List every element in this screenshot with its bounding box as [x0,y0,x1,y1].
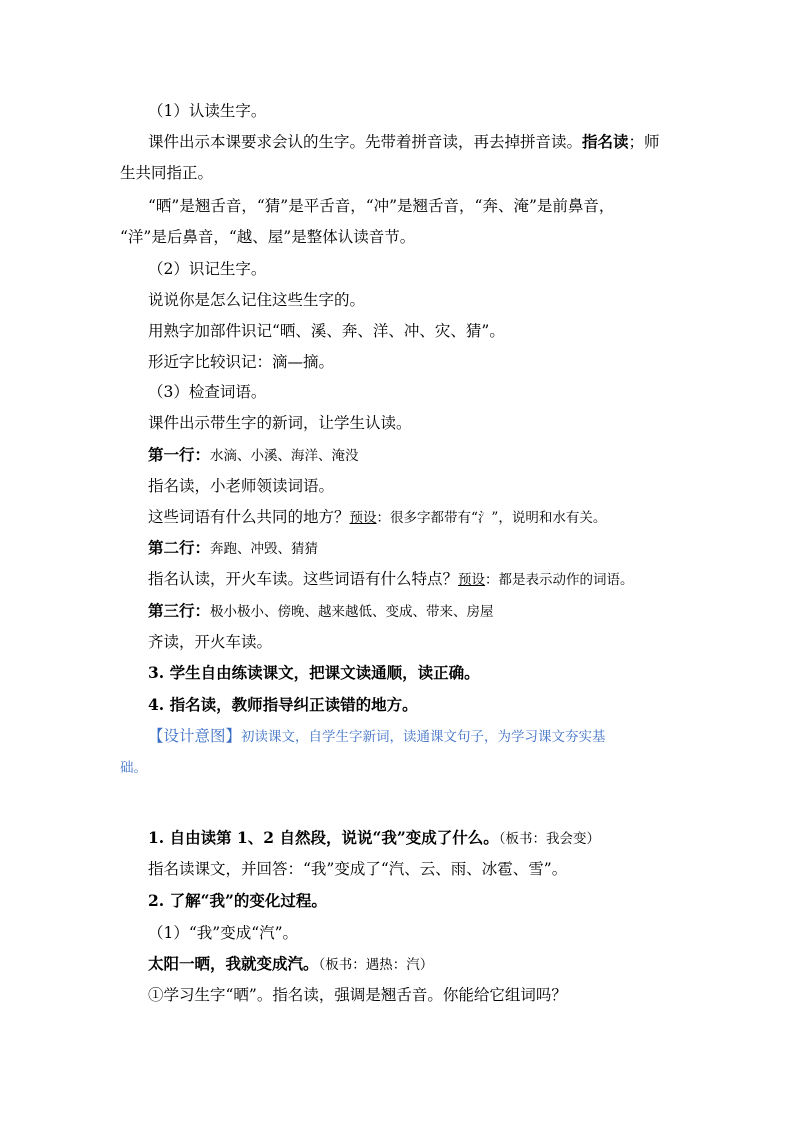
step-1-heading: （1）认读生字。 [148,102,267,120]
step-4-read-by-name: 4. 指名读，教师指导纠正读错的地方。 [148,695,418,714]
paragraph-line: ①学习生字“晒”。指名读，强调是翘舌音。你能给它组词吗？ [148,986,567,1004]
paragraph-line: 说说你是怎么记住这些生字的。 [148,291,366,309]
word-list: 奔跑、冲毁、猜猜 [210,541,319,557]
task-text: 1. 自由读第 1、2 自然段，说说“我”变成了什么。 [148,828,499,847]
blackboard-note: （板书：我会变） [498,831,601,847]
paragraph-line: 用熟字加部件识记“晒、溪、奔、洋、冲、灾、猜”。 [148,322,505,340]
design-intent-text: 初读课文，自学生字新词，读通课文句子，为学习课文夯实基 [241,729,606,745]
word-row-3 [148,600,708,623]
text: 课件出示本课要求会认的生字。先带着拼音读，再去掉拼音读。 [148,133,583,151]
paragraph-pronunciation: “晒”是翘舌音，“猜”是平舌音，“冲”是翘舌音，“奔、淹”是前鼻音， [148,197,615,215]
quote-line [148,953,708,976]
text: 指名认读，开火车读。这些词语有什么特点？ [148,570,459,588]
paragraph-line: “洋”是后鼻音，“越、屋”是整体认读音节。 [120,228,416,246]
paragraph-line: 指名读课文，并回答：“我”变成了“汽、云、雨、冰雹、雪”。 [148,860,568,878]
row-label: 第一行： [148,445,211,464]
task-1 [148,827,708,850]
paragraph-courseware [148,131,708,153]
paragraph-line: 课件出示带生字的新词，让学生认读。 [148,414,412,432]
paragraph-line: 指名读，小老师领读词语。 [148,477,335,495]
paragraph-line: 生共同指正。 [120,164,214,182]
paragraph-line: 形近字比较识记：滴—摘。 [148,353,335,371]
design-intent [148,725,708,748]
word-row-1 [148,444,708,467]
paragraph-line [148,506,708,529]
text: ；师 [628,133,660,151]
preset-label: 预设 [458,572,486,588]
preset-text: ：很多字都带有“氵”，说明和水有关。 [376,510,607,526]
paragraph-line: 齐读，开火车读。 [148,633,273,651]
blackboard-note: （板书：遇热：汽） [318,957,434,973]
bold-text: 指名读 [582,132,629,151]
word-list: 水滴、小溪、海洋、淹没 [210,448,359,464]
word-list: 极小极小、傍晚、越来越低、变成、带来、房屋 [210,604,494,620]
step-3-free-reading: 3. 学生自由练读课文，把课文读通顺，读正确。 [148,663,480,682]
text: 这些词语有什么共同的地方？ [148,508,350,526]
quote-text: 太阳一晒，我就变成汽。 [148,954,319,973]
task-2: 2. 了解“我”的变化过程。 [148,891,327,910]
design-intent-label: 【设计意图】 [148,727,242,745]
design-intent-line: 础。 [120,760,147,776]
step-3-heading: （3）检查词语。 [148,383,267,401]
preset-text: ：都是表示动作的词语。 [485,572,634,588]
word-row-2 [148,537,708,560]
preset-label: 预设 [349,510,377,526]
sub-step-1: （1）“我”变成“汽”。 [148,924,299,942]
paragraph-line [148,568,708,591]
step-2-heading: （2）识记生字。 [148,260,267,278]
row-label: 第二行： [148,538,211,557]
row-label: 第三行： [148,601,211,620]
